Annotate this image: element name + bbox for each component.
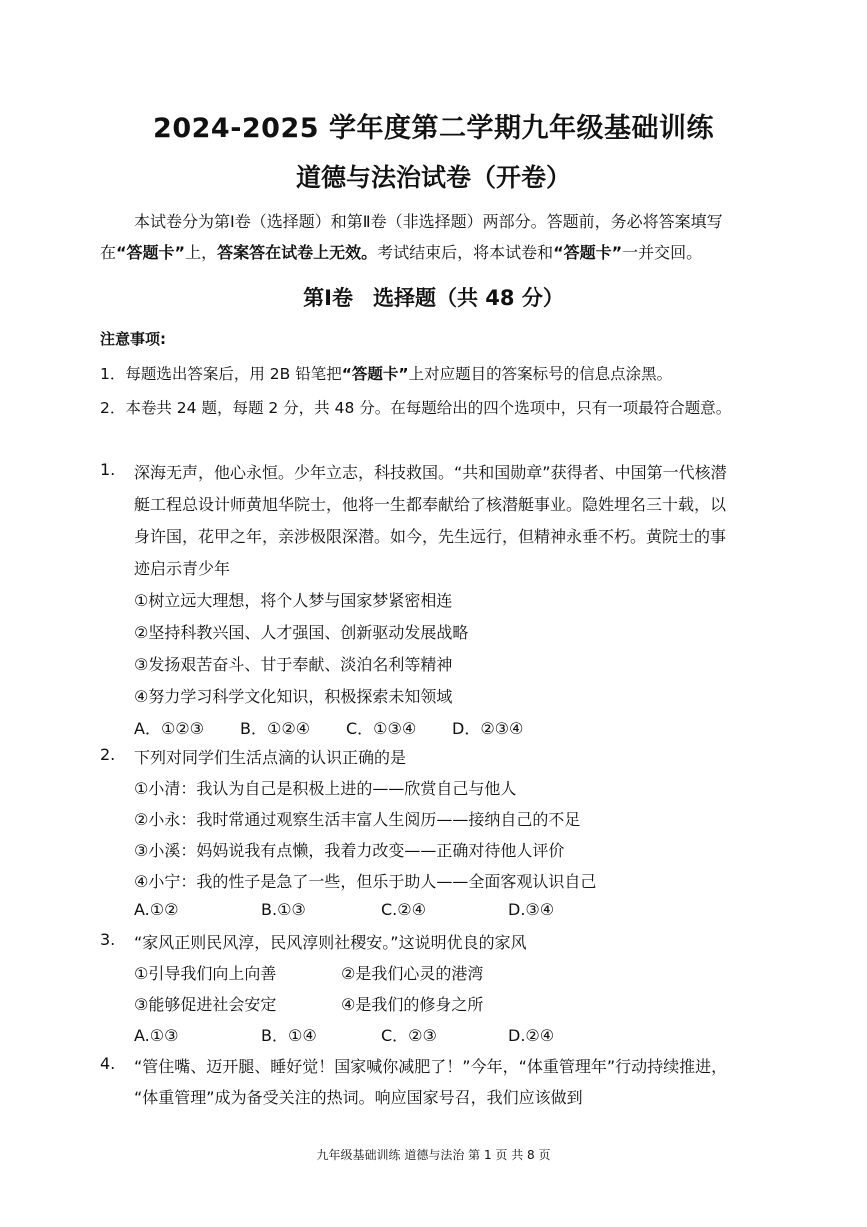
page-subtitle: 道德与法治试卷（开卷） (295, 163, 571, 192)
answer-option-d: D.②④ (508, 1026, 555, 1045)
answer-option-b: B．①②④ (240, 719, 311, 738)
answer-options (134, 900, 554, 919)
statement-item: ③能够促进社会安定 (134, 995, 277, 1014)
notice-text: 上对应题目的答案标号的信息点涂黑。 (408, 365, 673, 383)
question-number: 2. (100, 745, 116, 764)
answer-option-c: C．①③④ (346, 719, 417, 738)
notice-bold: “答题卡” (341, 365, 409, 383)
question-text-line: 迹启示青少年 (134, 559, 231, 578)
notice-item-2: 2．本卷共 24 题，每题 2 分，共 48 分。在每题给出的四个选项中，只有一项最符合题意。 (100, 399, 732, 417)
intro-text: 考试结束后，将本试卷和 (377, 243, 554, 262)
answer-option-a: A．①②③ (134, 719, 204, 738)
statement-item: ①小清：我认为自己是积极上进的——欣赏自己与他人 (134, 779, 517, 798)
section-label: 第Ⅰ卷 (303, 286, 353, 310)
answer-option-a: A.①③ (134, 1026, 179, 1045)
answer-options (134, 716, 523, 739)
question-text-line: “家风正则民风淳，民风淳则社稷安。”这说明优良的家风 (134, 933, 527, 952)
question-text-line: “体重管理”成为备受关注的热词。响应国家号召，我们应该做到 (134, 1088, 583, 1107)
notice-text: 1．每题选出答案后，用 2B 铅笔把 (100, 365, 342, 383)
statement-item: ④小宁：我的性子是急了一些，但乐于助人——全面客观认识自己 (134, 872, 597, 891)
answer-option-d: D.③④ (508, 900, 555, 919)
intro-text: 一并交回。 (622, 243, 703, 262)
statement-item: ③发扬艰苦奋斗、甘于奉献、淡泊名利等精神 (134, 655, 453, 674)
page-title: 2024-2025 学年度第二学期九年级基础训练 (153, 113, 714, 144)
question-number: 3. (100, 930, 116, 949)
intro-bold: “答题卡” (553, 243, 623, 262)
statement-item: ④努力学习科学文化知识，积极探索未知领域 (134, 687, 453, 706)
statement-item: ②坚持科教兴国、人才强国、创新驱动发展战略 (134, 623, 469, 642)
answer-options (134, 1023, 554, 1046)
page-footer: 九年级基础训练 道德与法治 第 1 页 共 8 页 (316, 1148, 551, 1162)
intro-bold: 答案答在试卷上无效。 (217, 243, 378, 262)
question-number: 4. (100, 1054, 116, 1073)
question-number: 1. (100, 460, 116, 479)
statement-item: ③小溪：妈妈说我有点懒，我着力改变——正确对待他人评价 (134, 841, 565, 860)
question-text-line: “管住嘴、迈开腿、睡好觉！国家喊你减肥了！”今年，“体重管理年”行动持续推进， (134, 1057, 728, 1076)
answer-option-c: C．②③ (381, 1026, 437, 1045)
answer-option-c: C.②④ (381, 900, 426, 919)
statement-item: ④是我们的修身之所 (341, 995, 484, 1014)
statement-pair (134, 961, 483, 984)
notice-item-1 (100, 362, 672, 384)
answer-option-b: B.①③ (261, 900, 306, 919)
intro-text: 上， (185, 243, 218, 262)
question-text-line: 下列对同学们生活点滴的认识正确的是 (134, 748, 407, 767)
statement-item: ①树立远大理想，将个人梦与国家梦紧密相连 (134, 591, 453, 610)
statement-item: ②是我们心灵的港湾 (341, 964, 484, 983)
question-text-line: 深海无声，他心永恒。少年立志，科技救国。“共和国勋章”获得者、中国第一代核潜 (134, 463, 727, 482)
question-text-line: 艇工程总设计师黄旭华院士，他将一生都奉献给了核潜艇事业。隐姓埋名三十载，以 (134, 495, 727, 514)
section-title: 选择题（共 48 分） (372, 286, 564, 310)
intro-bold: “答题卡” (116, 243, 186, 262)
statement-pair (134, 992, 483, 1015)
answer-option-a: A.①② (134, 900, 179, 919)
statement-item: ②小永：我时常通过观察生活丰富人生阅历——接纳自己的不足 (134, 810, 581, 829)
section-heading (0, 282, 867, 312)
intro-paragraph (100, 206, 770, 268)
statement-item: ①引导我们向上向善 (134, 964, 277, 983)
intro-text: 在 (100, 243, 117, 262)
answer-option-b: B．①④ (261, 1026, 317, 1045)
question-text-line: 身许国，花甲之年，亲涉极限深潜。如今，先生远行，但精神永垂不朽。黄院士的事 (134, 527, 727, 546)
notice-heading: 注意事项: (100, 330, 166, 348)
intro-line-2 (100, 237, 770, 268)
intro-line-1: 本试卷分为第Ⅰ卷（选择题）和第Ⅱ卷（非选择题）两部分。答题前，务必将答案填写 (134, 212, 723, 231)
answer-option-d: D．②③④ (452, 719, 524, 738)
